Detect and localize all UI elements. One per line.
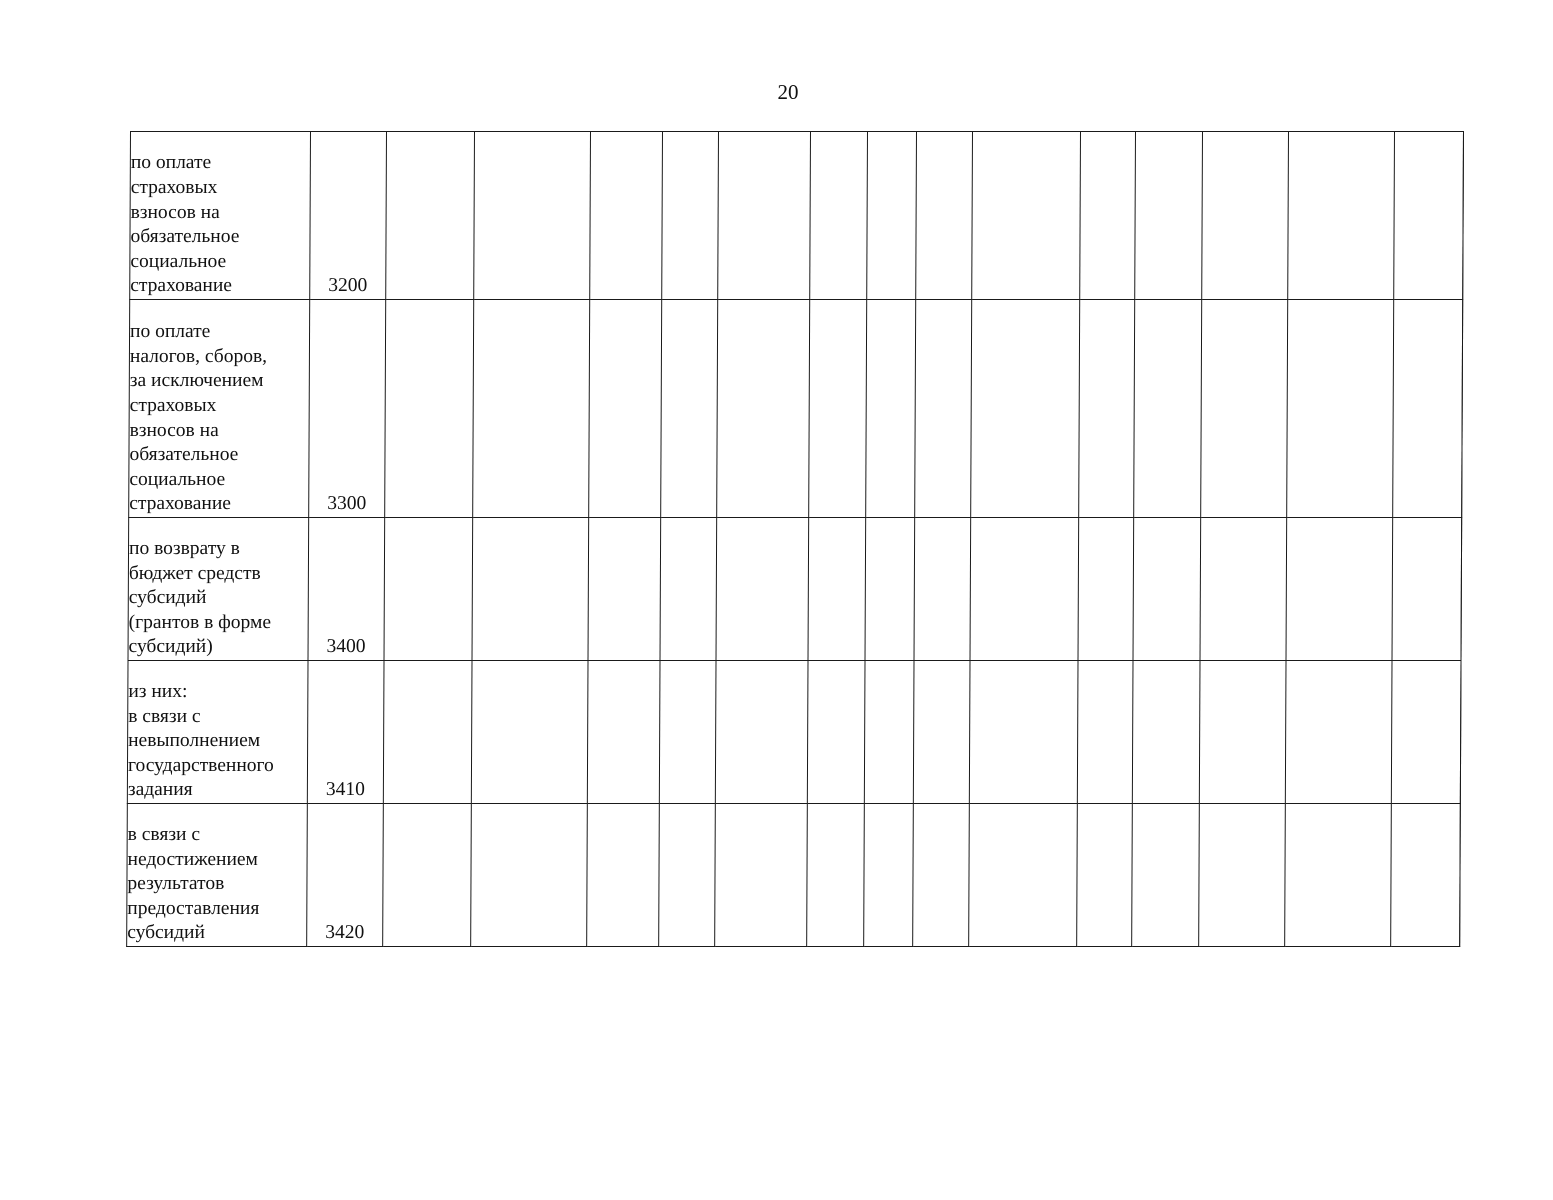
empty-data-cell	[1285, 804, 1392, 947]
empty-data-cell	[1079, 300, 1135, 518]
empty-data-cell	[864, 804, 914, 947]
empty-data-cell	[1200, 518, 1287, 661]
empty-data-cell	[1393, 300, 1463, 518]
empty-data-cell	[969, 661, 1078, 804]
row-label: по оплате налогов, сборов, за исключением страховых взносов на обязательное социальное страхование	[129, 300, 310, 518]
empty-data-cell	[1394, 132, 1464, 300]
report-table	[126, 131, 1464, 947]
table-row	[129, 300, 1463, 518]
empty-data-cell	[808, 518, 866, 661]
empty-data-cell	[810, 132, 868, 300]
empty-data-cell	[717, 300, 810, 518]
empty-data-cell	[913, 804, 970, 947]
empty-data-cell	[1080, 132, 1136, 300]
empty-data-cell	[718, 132, 811, 300]
row-code: 3200	[310, 132, 387, 300]
page-number: 20	[777, 80, 799, 104]
empty-data-cell	[1077, 661, 1133, 804]
empty-data-cell	[1133, 518, 1201, 661]
empty-data-cell	[1135, 132, 1203, 300]
empty-data-cell	[474, 132, 591, 300]
empty-data-cell	[969, 804, 1078, 947]
empty-data-cell	[471, 661, 588, 804]
empty-data-cell	[660, 518, 717, 661]
empty-data-cell	[471, 804, 588, 947]
empty-data-cell	[383, 804, 472, 947]
empty-data-cell	[1078, 518, 1134, 661]
table-row	[128, 518, 1462, 661]
empty-data-cell	[972, 132, 1081, 300]
empty-data-cell	[588, 518, 661, 661]
empty-data-cell	[1391, 661, 1461, 804]
empty-data-cell	[1201, 300, 1288, 518]
empty-data-cell	[473, 300, 590, 518]
empty-data-cell	[1132, 804, 1200, 947]
empty-data-cell	[807, 804, 865, 947]
empty-data-cell	[386, 132, 475, 300]
empty-data-cell	[914, 518, 971, 661]
empty-data-cell	[867, 132, 917, 300]
row-code: 3300	[309, 300, 386, 518]
empty-data-cell	[864, 661, 914, 804]
empty-data-cell	[1285, 661, 1392, 804]
empty-data-cell	[715, 661, 808, 804]
empty-data-cell	[807, 661, 865, 804]
empty-data-cell	[809, 300, 867, 518]
empty-data-cell	[1199, 661, 1286, 804]
table-row	[127, 661, 1461, 804]
empty-data-cell	[866, 300, 916, 518]
empty-data-cell	[661, 300, 718, 518]
empty-data-cell	[916, 132, 973, 300]
empty-data-cell	[1199, 804, 1286, 947]
empty-data-cell	[590, 132, 663, 300]
empty-data-cell	[1392, 518, 1462, 661]
empty-data-cell	[971, 300, 1080, 518]
empty-data-cell	[913, 661, 970, 804]
empty-data-cell	[1132, 661, 1200, 804]
empty-data-cell	[1134, 300, 1202, 518]
empty-data-cell	[915, 300, 972, 518]
empty-data-cell	[1391, 804, 1461, 947]
empty-data-cell	[385, 300, 474, 518]
empty-data-cell	[662, 132, 719, 300]
empty-data-cell	[1288, 132, 1395, 300]
empty-data-cell	[1202, 132, 1289, 300]
row-code: 3410	[307, 661, 384, 804]
empty-data-cell	[659, 804, 716, 947]
table-body	[127, 132, 1464, 947]
empty-data-cell	[384, 518, 473, 661]
row-label: из них: в связи с невыполнением государственного задания	[127, 661, 308, 804]
empty-data-cell	[383, 661, 472, 804]
table-row	[130, 132, 1464, 300]
row-label: по возврату в бюджет средств субсидий (грантов в форме субсидий)	[128, 518, 309, 661]
table-row	[127, 804, 1461, 947]
empty-data-cell	[589, 300, 662, 518]
empty-data-cell	[587, 661, 660, 804]
empty-data-cell	[472, 518, 589, 661]
empty-data-cell	[1287, 300, 1394, 518]
empty-data-cell	[587, 804, 660, 947]
empty-data-cell	[716, 518, 809, 661]
empty-data-cell	[715, 804, 808, 947]
empty-data-cell	[1077, 804, 1133, 947]
empty-data-cell	[659, 661, 716, 804]
row-code: 3400	[308, 518, 385, 661]
empty-data-cell	[865, 518, 915, 661]
row-label: в связи с недостижением результатов предоставления субсидий	[127, 804, 308, 947]
empty-data-cell	[970, 518, 1079, 661]
row-label: по оплате страховых взносов на обязательное социальное страхование	[130, 132, 311, 300]
row-code: 3420	[307, 804, 384, 947]
empty-data-cell	[1286, 518, 1393, 661]
